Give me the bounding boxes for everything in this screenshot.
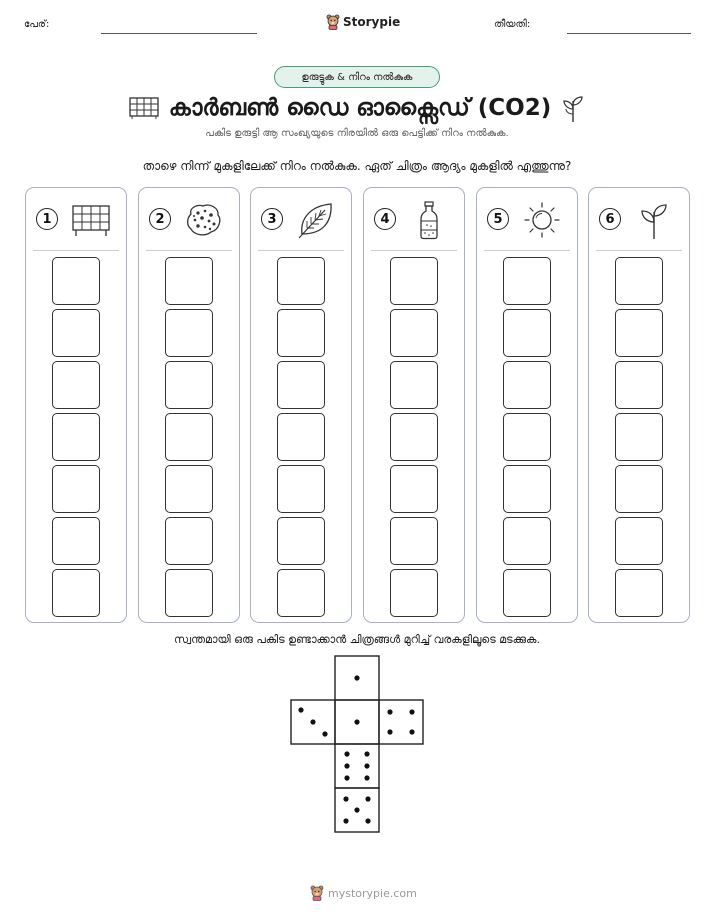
pip (364, 775, 369, 780)
coal-icon (183, 200, 225, 240)
column-number: 1 (36, 208, 58, 230)
color-box[interactable] (390, 517, 438, 565)
pip (387, 709, 392, 714)
color-box[interactable] (165, 413, 213, 461)
color-box[interactable] (165, 257, 213, 305)
bear-mascot-icon (326, 14, 340, 30)
pip (344, 751, 349, 756)
pip (344, 775, 349, 780)
column-divider (371, 250, 457, 251)
subtitle: പകിട ഉരുട്ടി ആ സംഖ്യയുടെ നിരയിൽ ഒരു പെട്ടിക്ക് നിറം നൽകുക. (205, 128, 509, 139)
color-box[interactable] (503, 257, 551, 305)
brand-name: Storypie (343, 15, 401, 29)
color-box[interactable] (52, 361, 100, 409)
color-box[interactable] (52, 517, 100, 565)
column-2 (138, 187, 240, 623)
color-box[interactable] (503, 517, 551, 565)
color-box[interactable] (165, 361, 213, 409)
pip (354, 675, 359, 680)
sapling-icon (561, 93, 585, 123)
color-box[interactable] (615, 465, 663, 513)
color-box[interactable] (165, 465, 213, 513)
fold-instruction: സ്വന്തമായി ഒരു പകിട ഉണ്ടാക്കാൻ ചിത്രങ്ങൾ മുറിച്ച് വരകളിലൂടെ മടക്കുക. (174, 633, 540, 646)
color-box[interactable] (52, 309, 100, 357)
pip (354, 719, 359, 724)
color-box[interactable] (277, 361, 325, 409)
column-divider (484, 250, 570, 251)
color-box[interactable] (615, 413, 663, 461)
sun-icon (521, 200, 563, 240)
dice-face-lower[interactable] (335, 744, 379, 788)
column-1 (25, 187, 127, 623)
name-line[interactable] (101, 33, 257, 34)
solar-panel-icon (129, 96, 159, 120)
footer-url[interactable]: mystorypie.com (328, 886, 417, 900)
color-box[interactable] (615, 569, 663, 617)
pip (354, 807, 359, 812)
pip (298, 707, 303, 712)
name-label: പേര്: (24, 19, 50, 30)
column-number: 5 (487, 208, 509, 230)
pip (365, 796, 370, 801)
color-box[interactable] (615, 517, 663, 565)
color-box[interactable] (390, 569, 438, 617)
column-6 (588, 187, 690, 623)
instruction: താഴെ നിന്ന് മുകളിലേക്ക് നിറം നൽകുക. ഏത് ചിത്രം ആദ്യം മുകളിൽ എത്തുന്നു? (142, 159, 572, 173)
color-box[interactable] (277, 309, 325, 357)
color-box[interactable] (277, 257, 325, 305)
color-box[interactable] (390, 413, 438, 461)
column-4 (363, 187, 465, 623)
color-box[interactable] (390, 309, 438, 357)
color-box[interactable] (165, 569, 213, 617)
solar-panel-icon (70, 200, 112, 240)
color-box[interactable] (277, 465, 325, 513)
date-line[interactable] (567, 33, 691, 34)
color-box[interactable] (52, 569, 100, 617)
column-divider (258, 250, 344, 251)
color-box[interactable] (277, 413, 325, 461)
pip (364, 751, 369, 756)
page-title: കാർബൺ ഡൈ ഓക്സൈഡ് (CO2) (168, 95, 552, 121)
color-box[interactable] (165, 517, 213, 565)
color-box[interactable] (503, 413, 551, 461)
pip (322, 731, 327, 736)
column-number: 3 (261, 208, 283, 230)
sapling-icon (633, 200, 675, 240)
pip (344, 763, 349, 768)
leaf-icon (295, 200, 337, 240)
date-label: തീയതി: (494, 19, 531, 30)
color-box[interactable] (52, 465, 100, 513)
color-box[interactable] (503, 361, 551, 409)
pip (310, 719, 315, 724)
color-box[interactable] (615, 361, 663, 409)
column-divider (146, 250, 232, 251)
title-row (94, 88, 620, 128)
pip (343, 796, 348, 801)
pip (365, 818, 370, 823)
color-box[interactable] (277, 517, 325, 565)
color-box[interactable] (165, 309, 213, 357)
color-box[interactable] (615, 257, 663, 305)
activity-badge: ഉരുട്ടുക & നിറം നൽകുക (274, 66, 440, 88)
dice-face-right[interactable] (379, 700, 423, 744)
column-number: 4 (374, 208, 396, 230)
column-divider (596, 250, 682, 251)
dice-net (286, 654, 428, 838)
color-box[interactable] (390, 257, 438, 305)
pip (364, 763, 369, 768)
footer (310, 885, 417, 901)
color-box[interactable] (390, 465, 438, 513)
pip (387, 729, 392, 734)
pip (409, 709, 414, 714)
column-divider (33, 250, 119, 251)
color-box[interactable] (390, 361, 438, 409)
pip (343, 818, 348, 823)
color-box[interactable] (503, 569, 551, 617)
column-5 (476, 187, 578, 623)
bear-mascot-icon (310, 885, 324, 901)
column-3 (250, 187, 352, 623)
color-box[interactable] (52, 257, 100, 305)
color-box[interactable] (615, 309, 663, 357)
color-box[interactable] (503, 465, 551, 513)
pip (409, 729, 414, 734)
soda-bottle-icon (408, 200, 450, 240)
column-number: 6 (599, 208, 621, 230)
brand-logo (326, 14, 400, 30)
color-box[interactable] (277, 569, 325, 617)
column-number: 2 (149, 208, 171, 230)
color-box[interactable] (503, 309, 551, 357)
color-box[interactable] (52, 413, 100, 461)
